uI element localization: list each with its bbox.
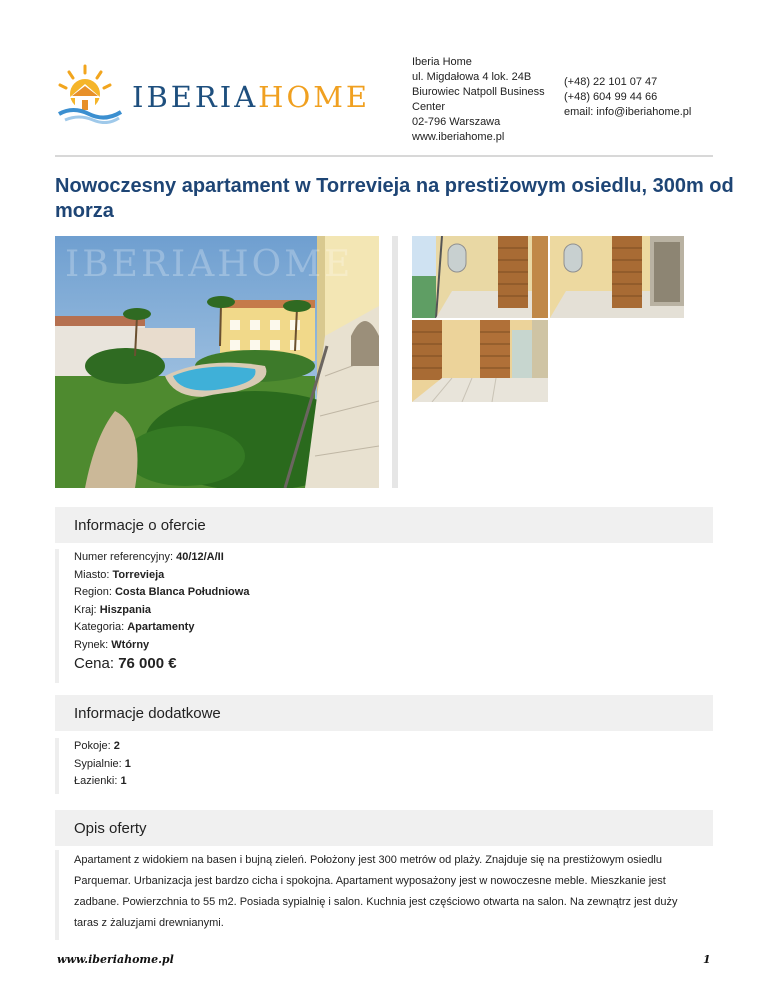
price-value: 76 000 €: [118, 655, 177, 672]
bathrooms-row: [74, 773, 713, 791]
thumbnail-photo[interactable]: [412, 320, 548, 402]
rooms-row: [74, 738, 713, 756]
address-line: Biurowiec Natpoll Business: [412, 86, 545, 98]
field-value: Wtórny: [111, 638, 150, 651]
page-number: 1: [703, 953, 711, 966]
field-label: Pokoje:: [74, 740, 114, 752]
field-value: 1: [124, 757, 131, 770]
country-row: [74, 602, 713, 620]
photo-divider: [392, 236, 398, 488]
additional-info-heading: Informacje dodatkowe: [55, 695, 713, 731]
address-line: 02-796 Warszawa: [412, 116, 501, 128]
bedrooms-row: [74, 756, 713, 774]
category-row: [74, 619, 713, 637]
photo-watermark: IBERIAHOME: [65, 244, 354, 285]
address-line: Center: [412, 101, 446, 113]
region-row: [74, 584, 713, 602]
price-label: Cena:: [74, 655, 119, 672]
offer-info-body: [55, 549, 713, 683]
field-value: Costa Blanca Południowa: [114, 586, 250, 598]
page-title: Nowoczesny apartament w Torrevieja na prestiżowym osiedlu, 300m od morza: [55, 175, 734, 222]
city-row: [74, 567, 713, 585]
price: [74, 654, 713, 674]
field-value: Torrevieja: [112, 568, 165, 581]
phone-number[interactable]: (+48) 22 101 07 47: [564, 76, 658, 88]
brand-name: [132, 80, 370, 114]
header-divider: [55, 155, 713, 157]
field-label: Numer referencyjny:: [74, 551, 177, 563]
description-text: Apartament z widokiem na basen i bujną zieleń. Położony jest 300 metrów od plaży. Znajduje się na prestiżowym osiedlu Parquemar. Urbanizacja jest bardzo cicha i spokojna. Apartament wyposażony jest w nowoczesne meble. Mieszkanie jest zadbane. Powierzchnia to 55 m2. Posiada sypialnię i salon. Kuchnia jest częściowo otwarta na salon. Na zewnątrz jest duży taras z żaluzjami drewnianymi.: [74, 854, 678, 929]
company-address: [412, 55, 562, 145]
phone-number[interactable]: (+48) 604 99 44 66: [564, 91, 658, 103]
field-label: Rynek:: [74, 638, 112, 651]
sun-house-icon: [55, 62, 129, 124]
main-photo[interactable]: [55, 236, 379, 488]
field-value: Apartamenty: [127, 621, 195, 633]
field-value: 1: [120, 775, 127, 787]
company-contact: [564, 75, 691, 120]
thumbnail-photo[interactable]: [550, 236, 684, 318]
address-line: ul. Migdałowa 4 lok. 24B: [412, 71, 532, 83]
field-label: Kraj:: [74, 603, 100, 616]
field-value: 2: [113, 740, 120, 752]
description-heading: Opis oferty: [55, 810, 713, 846]
company-logo: [55, 62, 375, 124]
field-value: Hiszpania: [99, 603, 152, 616]
brand-name-part1: IBERIA: [132, 80, 259, 114]
market-row: [74, 637, 713, 655]
footer-website-link[interactable]: www.iberiahome.pl: [57, 953, 174, 966]
company-website-link[interactable]: www.iberiahome.pl: [412, 131, 505, 143]
field-value: 40/12/A/II: [176, 551, 224, 563]
additional-info-body: [55, 738, 713, 794]
field-label: Sypialnie:: [74, 757, 125, 770]
field-label: Łazienki:: [74, 775, 121, 787]
address-line: Iberia Home: [412, 56, 472, 68]
thumbnail-photo[interactable]: [412, 236, 548, 318]
brand-name-part2: HOME: [258, 80, 371, 114]
field-label: Kategoria:: [74, 621, 128, 633]
reference-number-row: [74, 549, 713, 567]
description-body: [55, 850, 713, 940]
field-label: Region:: [74, 586, 115, 598]
email-link[interactable]: email: info@iberiahome.pl: [564, 106, 692, 118]
offer-info-heading: Informacje o ofercie: [55, 507, 713, 543]
field-label: Miasto:: [74, 568, 113, 581]
